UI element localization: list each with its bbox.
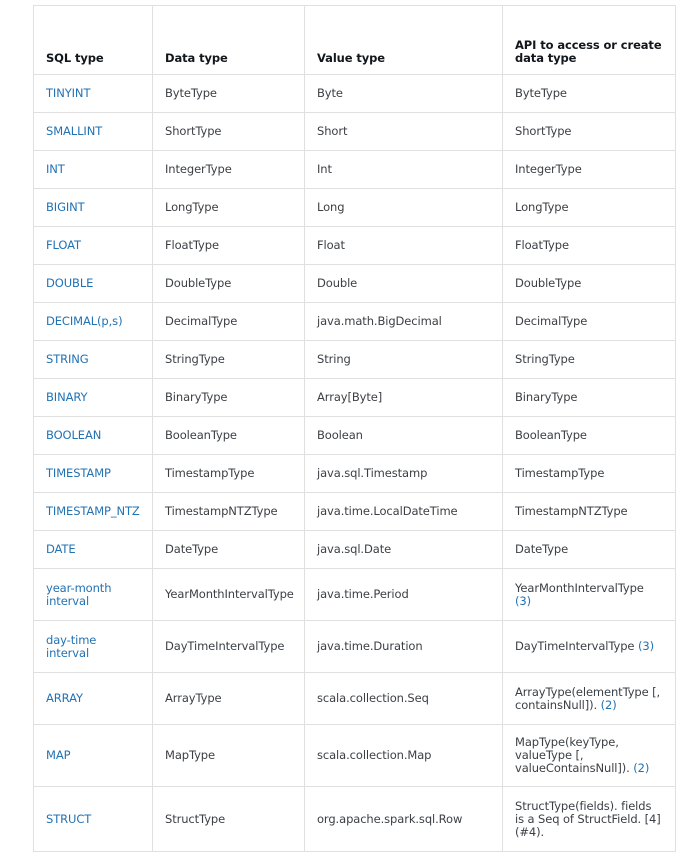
data-type-cell: StringType [153,341,305,379]
value-type-cell: scala.collection.Map [305,725,503,787]
api-text: ByteType [515,86,567,100]
api-text: StringType [515,352,575,366]
value-type-cell: Float [305,227,503,265]
value-type-cell: java.sql.Date [305,531,503,569]
data-type-cell: YearMonthIntervalType [153,569,305,621]
value-type-cell: java.sql.Timestamp [305,455,503,493]
sql-type-link[interactable]: FLOAT [46,238,81,252]
sql-type-link[interactable]: STRUCT [46,811,92,826]
sql-type-link[interactable]: ARRAY [46,691,83,705]
sql-type-link[interactable]: MAP [46,748,71,762]
api-text: ArrayType(elementType [, containsNull]). [515,684,661,712]
value-type-cell: String [305,341,503,379]
value-type-cell: Boolean [305,417,503,455]
api-text: FloatType [515,238,569,252]
footnote-ref-link[interactable]: (3) [515,593,531,608]
data-type-cell: TimestampType [153,455,305,493]
table-row [34,265,676,303]
sql-type-link[interactable]: DOUBLE [46,276,94,290]
sql-type-cell[interactable] [34,303,153,341]
api-cell [503,227,676,265]
value-type-cell: Array[Byte] [305,379,503,417]
api-text: DateType [515,542,569,556]
api-cell [503,379,676,417]
data-type-cell: DayTimeIntervalType [153,621,305,673]
table-row [34,303,676,341]
data-type-cell: ByteType [153,75,305,113]
api-cell [503,341,676,379]
table-row [34,531,676,569]
data-type-cell: TimestampNTZType [153,493,305,531]
sql-type-cell[interactable] [34,455,153,493]
value-type-cell: java.time.LocalDateTime [305,493,503,531]
data-type-cell: MapType [153,725,305,787]
sql-type-cell[interactable] [34,531,153,569]
api-text: StructType(fields). fields is a Seq of StructField. [4](#4). [515,798,661,839]
value-type-cell: java.time.Duration [305,621,503,673]
table-row [34,151,676,189]
api-cell [503,787,676,852]
data-types-table-container [33,5,676,852]
table-row [34,725,676,787]
api-text: MapType(keyType, valueType [, valueContainsNull]). [515,735,634,775]
api-cell [503,673,676,725]
api-cell [503,569,676,621]
sql-type-cell[interactable] [34,379,153,417]
api-text: TimestampNTZType [515,504,628,518]
sql-type-cell[interactable] [34,113,153,151]
data-type-cell: BooleanType [153,417,305,455]
table-row [34,787,676,852]
api-cell [503,189,676,227]
header-api: API to access or create data type [503,6,676,75]
value-type-cell: java.math.BigDecimal [305,303,503,341]
table-row [34,227,676,265]
table-row [34,189,676,227]
footnote-ref-link[interactable]: (2) [633,761,650,775]
table-row [34,673,676,725]
data-type-cell: FloatType [153,227,305,265]
api-text: ShortType [515,124,572,138]
value-type-cell: Byte [305,75,503,113]
sql-type-cell[interactable] [34,787,153,852]
value-type-cell: Short [305,113,503,151]
data-type-cell: ArrayType [153,673,305,725]
sql-type-link[interactable]: INT [46,162,65,176]
sql-type-cell[interactable] [34,189,153,227]
sql-type-link[interactable]: BOOLEAN [46,428,102,442]
api-cell [503,455,676,493]
api-cell [503,725,676,787]
api-cell [503,113,676,151]
sql-type-cell[interactable] [34,569,153,621]
table-row [34,341,676,379]
value-type-cell: java.time.Period [305,569,503,621]
footnote-ref-link[interactable]: (2) [600,697,617,712]
api-text: TimestampType [515,466,605,480]
data-types-table [33,5,676,852]
header-sql-type: SQL type [34,6,153,75]
sql-type-cell[interactable] [34,493,153,531]
api-text: DayTimeIntervalType [515,639,638,653]
sql-type-link[interactable]: DATE [46,542,76,556]
sql-type-link[interactable]: BINARY [46,390,88,404]
data-type-cell: LongType [153,189,305,227]
sql-type-cell[interactable] [34,341,153,379]
value-type-cell: Long [305,189,503,227]
sql-type-link[interactable]: BIGINT [46,200,85,214]
api-text: DoubleType [515,276,582,290]
api-text: YearMonthIntervalType [515,580,644,595]
table-row [34,417,676,455]
value-type-cell: org.apache.spark.sql.Row [305,787,503,852]
sql-type-cell[interactable] [34,75,153,113]
sql-type-cell[interactable] [34,621,153,673]
sql-type-link[interactable]: STRING [46,352,89,366]
footnote-ref-link[interactable]: (3) [637,639,654,653]
sql-type-link[interactable]: TINYINT [46,86,91,100]
header-data-type: Data type [153,6,305,75]
api-text: DecimalType [515,314,588,328]
data-type-cell: ShortType [153,113,305,151]
data-type-cell: DateType [153,531,305,569]
api-cell [503,265,676,303]
api-text: BinaryType [515,390,578,404]
value-type-cell: Double [305,265,503,303]
sql-type-cell[interactable] [34,673,153,725]
api-cell [503,303,676,341]
table-header-row [34,6,676,75]
api-cell [503,621,676,673]
data-type-cell: DecimalType [153,303,305,341]
table-row [34,455,676,493]
sql-type-cell[interactable] [34,417,153,455]
header-value-type: Value type [305,6,503,75]
sql-type-link[interactable]: SMALLINT [46,124,103,138]
api-cell [503,151,676,189]
data-type-cell: IntegerType [153,151,305,189]
sql-type-link[interactable]: day-time interval [46,632,97,660]
sql-type-link[interactable]: TIMESTAMP_NTZ [46,504,140,518]
value-type-cell: Int [305,151,503,189]
sql-type-cell[interactable] [34,227,153,265]
data-type-cell: BinaryType [153,379,305,417]
api-cell [503,493,676,531]
data-type-cell: StructType [153,787,305,852]
sql-type-cell[interactable] [34,725,153,787]
api-cell [503,75,676,113]
api-text: IntegerType [515,162,582,176]
table-row [34,621,676,673]
api-text: BooleanType [515,428,587,442]
sql-type-cell[interactable] [34,265,153,303]
table-row [34,75,676,113]
sql-type-link[interactable]: year-month interval [46,580,112,608]
table-row [34,113,676,151]
api-text: LongType [515,200,569,214]
table-row [34,379,676,417]
sql-type-link[interactable]: DECIMAL(p,s) [46,314,123,328]
data-type-cell: DoubleType [153,265,305,303]
api-cell [503,531,676,569]
table-row [34,569,676,621]
sql-type-cell[interactable] [34,151,153,189]
value-type-cell: scala.collection.Seq [305,673,503,725]
table-row [34,493,676,531]
sql-type-link[interactable]: TIMESTAMP [46,466,111,480]
api-cell [503,417,676,455]
